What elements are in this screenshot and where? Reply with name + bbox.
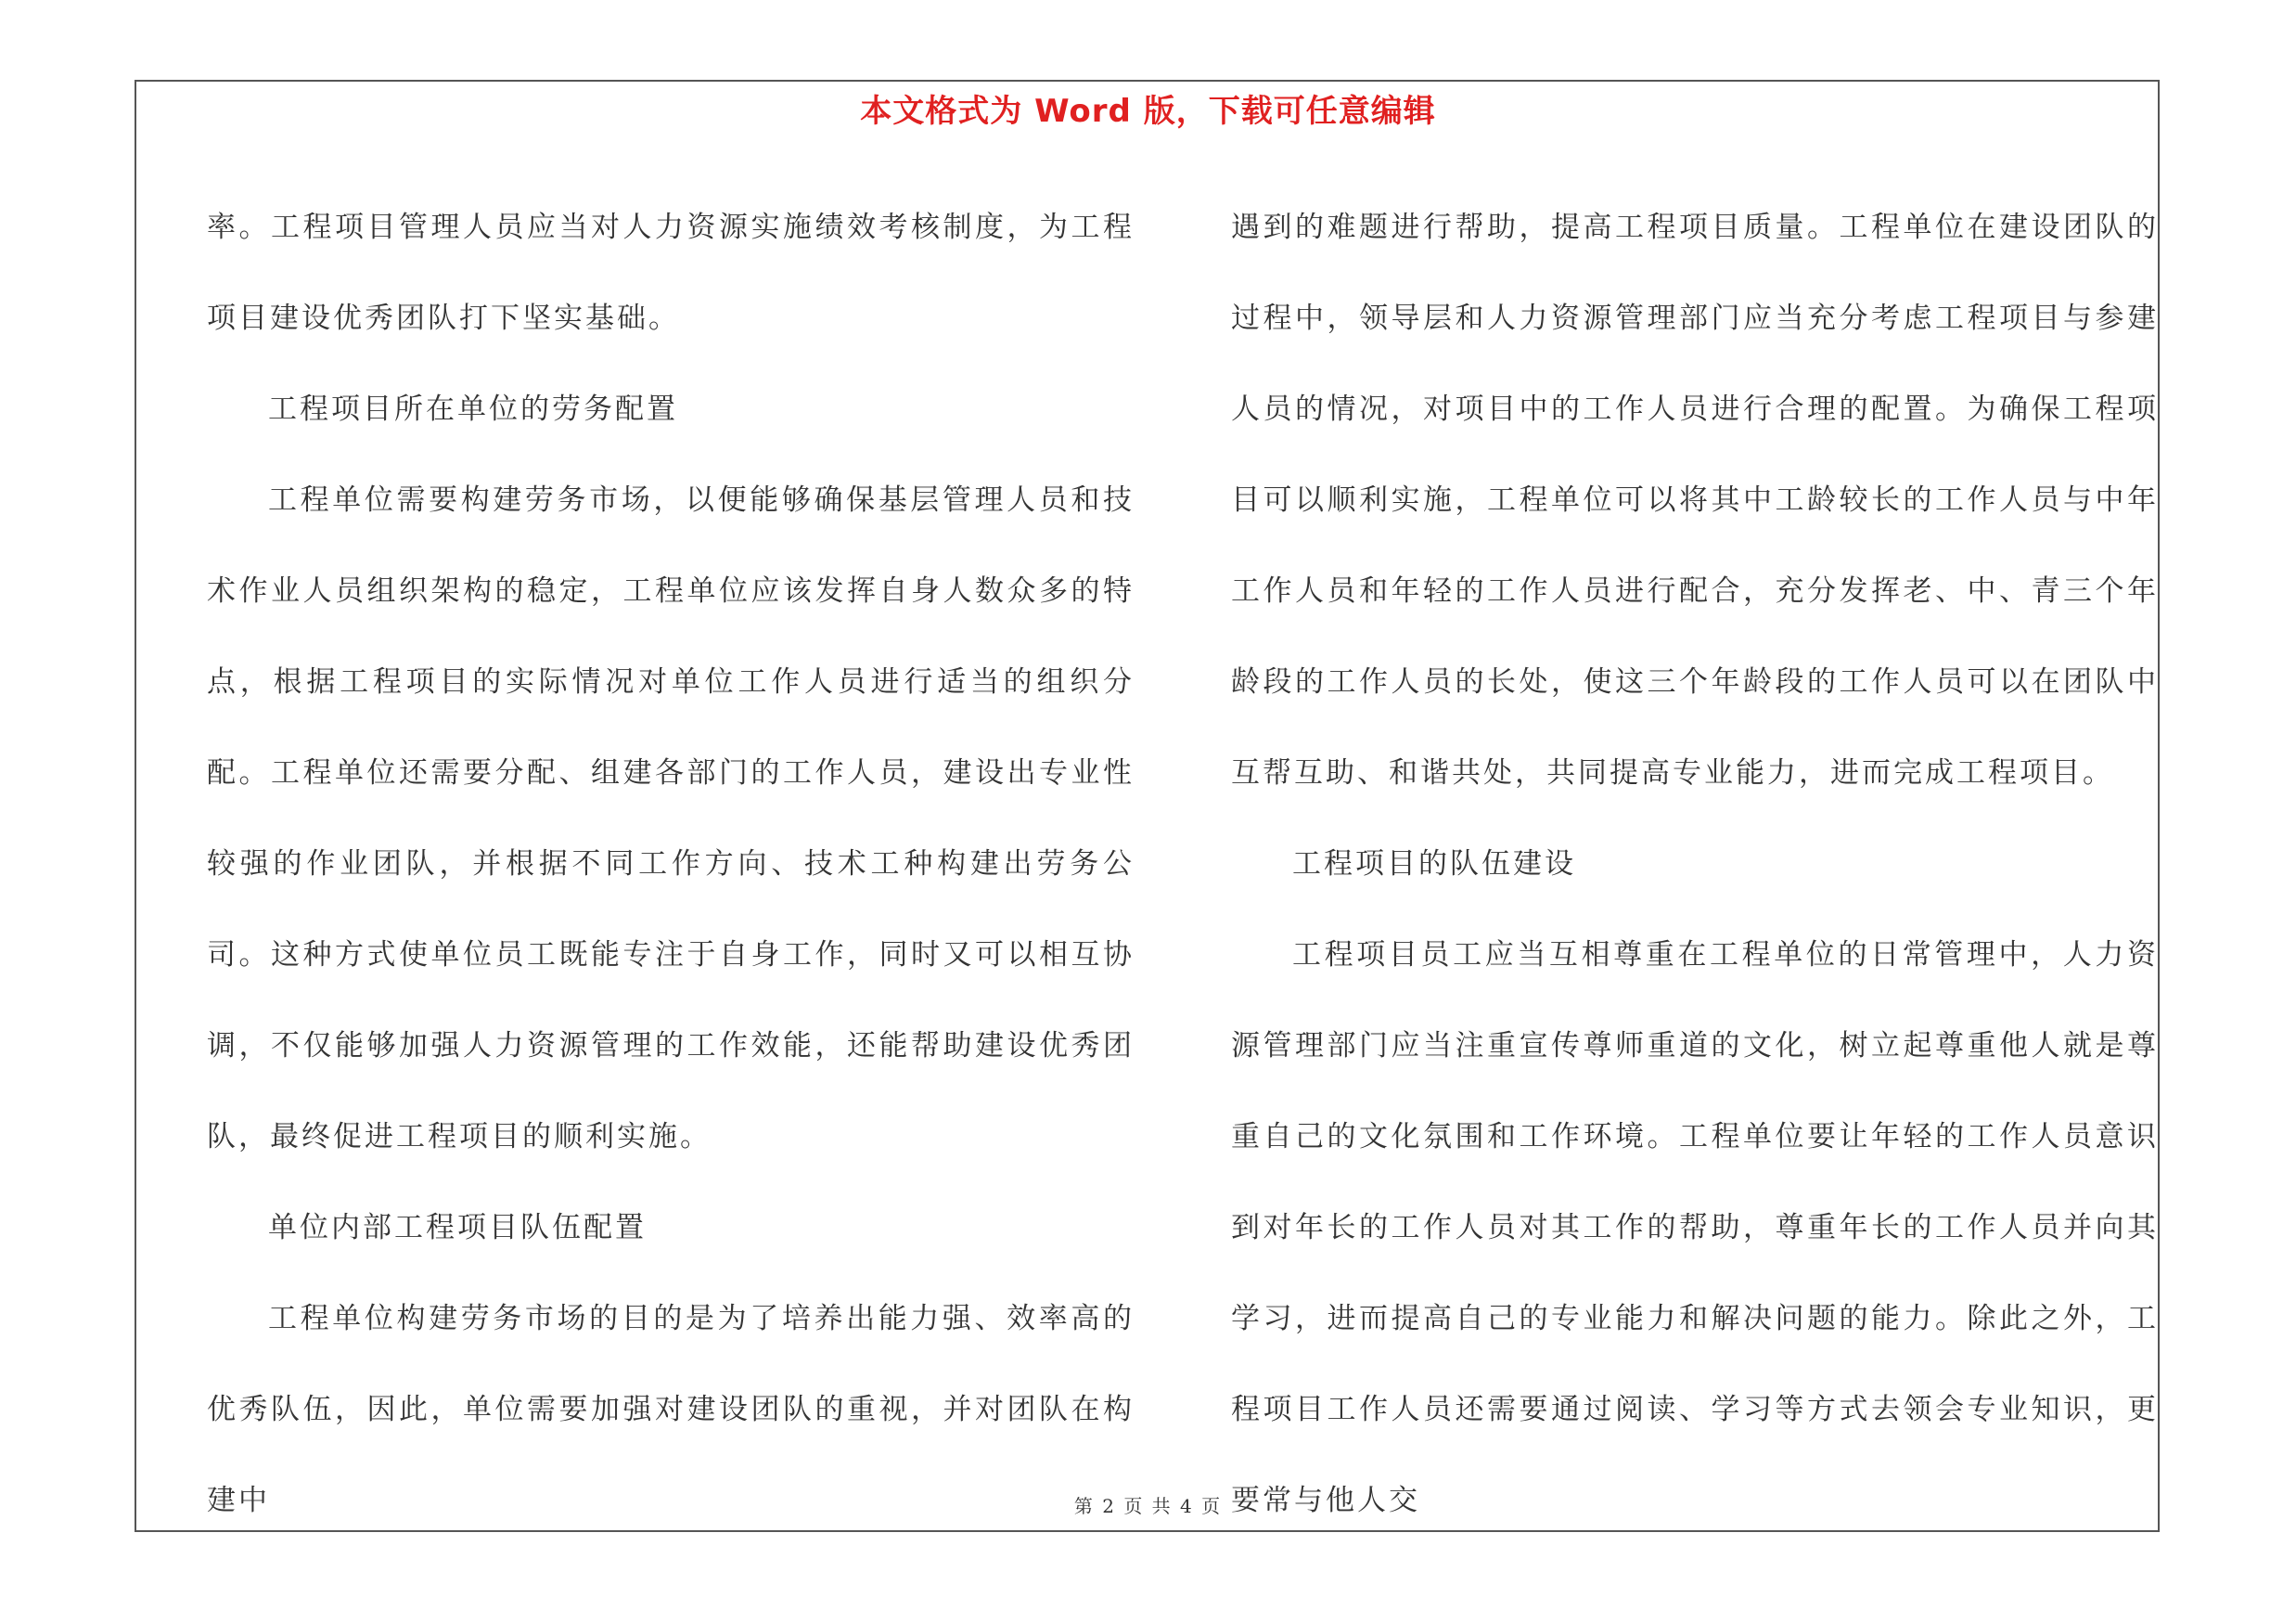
section-heading: 工程项目所在单位的劳务配置 (268, 393, 678, 426)
word-format-banner: 本文格式为 Word 版，下载可任意编辑 (860, 93, 1436, 130)
paragraph: 工程项目员工应当互相尊重在工程单位的日常管理中，人力资源管理部门应当注重宣传尊师重道的文化，树立起尊重他人就是尊重自己的文化氛围和工作环境。工程单位要让年轻的工作人员意识到对年长的工作人员对其工作的帮助，尊重年长的工作人员并向其学习，进而提高自己的专业能力和解决问题的能力。除此之外，工程项目工作人员还需要通过阅读、学习等方式去领会专业知识，更要常与他人交 (1231, 938, 2159, 1517)
paragraph: 工程单位构建劳务市场的目的是为了培养出能力强、效率高的优秀队伍，因此，单位需要加强对建设团队的重视，并对团队在构建中 (207, 1302, 1135, 1517)
section-heading: 工程项目的队伍建设 (1292, 847, 1576, 881)
page-number: 第 2 页 共 4 页 (1073, 1495, 1223, 1517)
paragraph: 率。工程项目管理人员应当对人力资源实施绩效考核制度，为工程项目建设优秀团队打下坚实基础。 (207, 211, 1135, 335)
right-column (1231, 182, 2159, 1546)
paragraph: 工程单位需要构建劳务市场，以便能够确保基层管理人员和技术作业人员组织架构的稳定，工程单位应该发挥自身人数众多的特点，根据工程项目的实际情况对单位工作人员进行适当的组织分配。工程单位还需要分配、组建各部门的工作人员，建设出专业性较强的作业团队，并根据不同工作方向、技术工种构建出劳务公司。这种方式使单位员工既能专注于自身工作，同时又可以相互协调，不仅能够加强人力资源管理的工作效能，还能帮助建设优秀团队，最终促进工程项目的顺利实施。 (207, 483, 1135, 1153)
left-column (207, 182, 1135, 1546)
paragraph: 遇到的难题进行帮助，提高工程项目质量。工程单位在建设团队的过程中，领导层和人力资源管理部门应当充分考虑工程项目与参建人员的情况，对项目中的工作人员进行合理的配置。为确保工程项目可以顺利实施，工程单位可以将其中工龄较长的工作人员与中年工作人员和年轻的工作人员进行配合，充分发挥老、中、青三个年龄段的工作人员的长处，使这三个年龄段的工作人员可以在团队中互帮互助、和谐共处，共同提高专业能力，进而完成工程项目。 (1231, 211, 2159, 790)
section-heading: 单位内部工程项目队伍配置 (268, 1211, 647, 1244)
